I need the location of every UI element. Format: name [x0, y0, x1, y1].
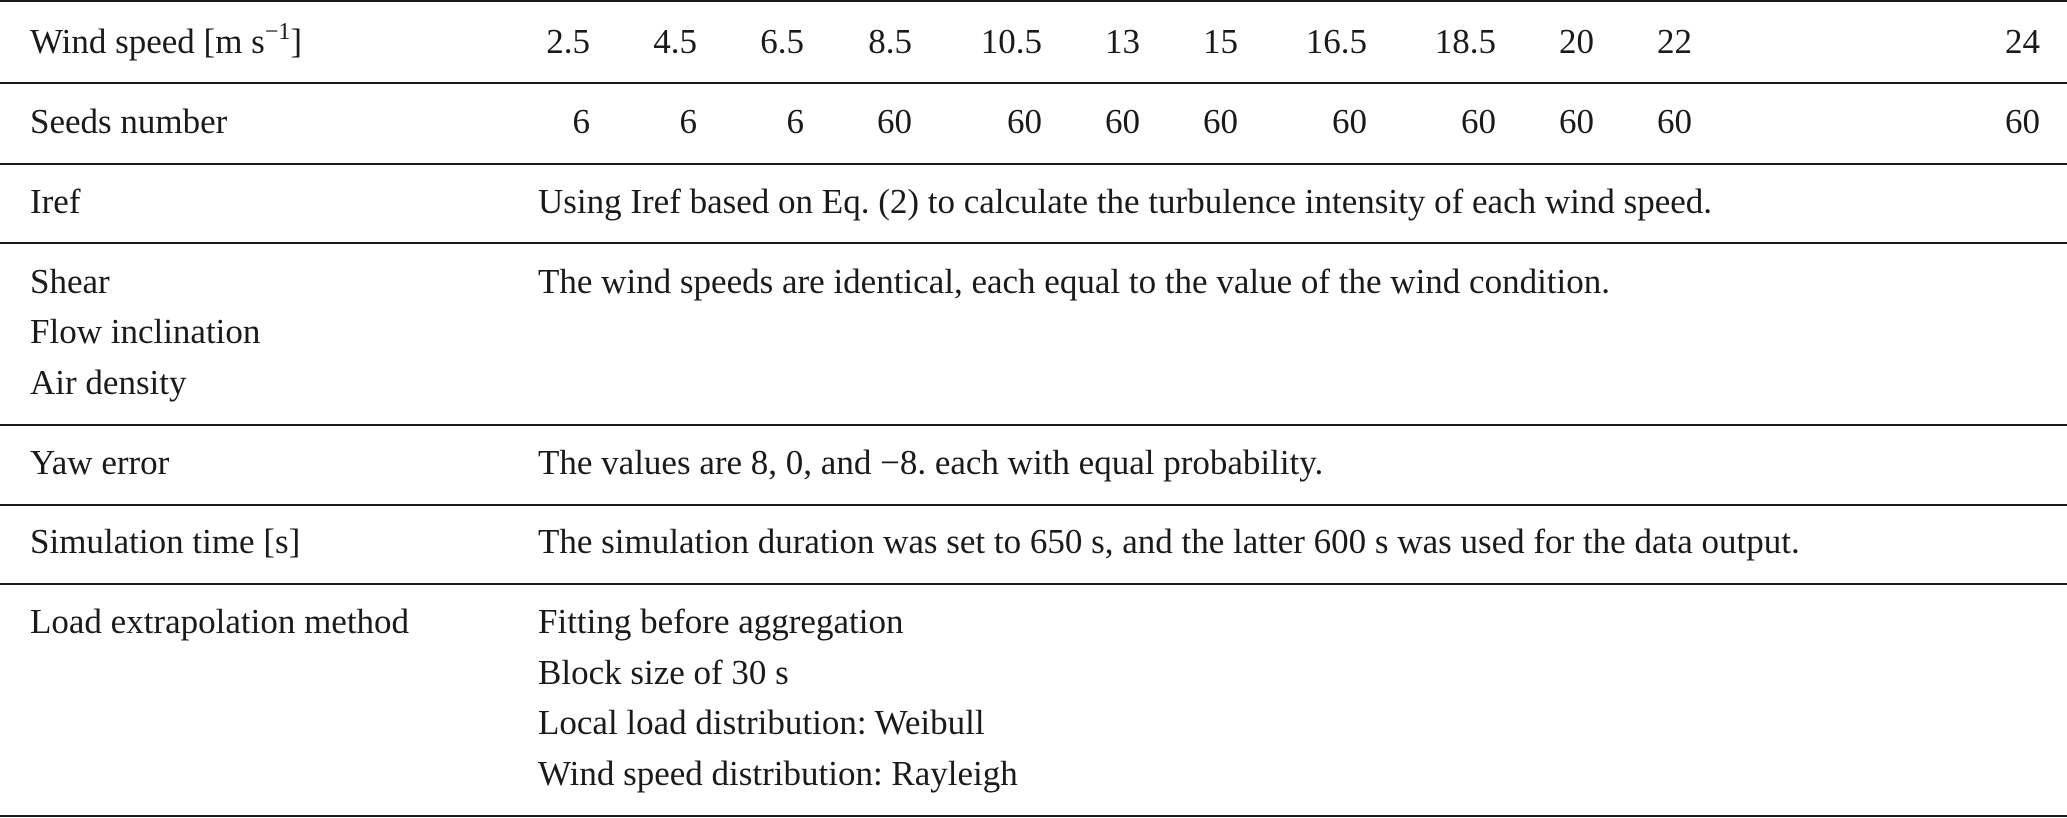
row-divider: [0, 163, 2067, 165]
wind-speed-value: 20: [1559, 22, 1594, 61]
extrapolation-line: Wind speed distribution: Rayleigh: [538, 754, 1018, 793]
row-divider: [0, 82, 2067, 84]
seeds-value: 6: [572, 102, 590, 141]
seeds-value: 60: [1461, 102, 1496, 141]
iref-description: Using Iref based on Eq. (2) to calculate the turbulence intensity of each wind speed.: [538, 182, 1713, 221]
wind-speed-value: 2.5: [546, 22, 590, 61]
wind-speed-value: 24: [2005, 22, 2040, 61]
seeds-value: 60: [1332, 102, 1367, 141]
yaw-error-description: The values are 8, 0, and −8. each with equal probability.: [538, 443, 1324, 482]
row-label-iref: Iref: [30, 182, 81, 221]
seeds-value: 60: [1559, 102, 1594, 141]
seeds-value: 60: [1203, 102, 1238, 141]
row-divider: [0, 424, 2067, 426]
wind-speed-value: 10.5: [980, 22, 1042, 61]
wind-speed-value: 16.5: [1305, 22, 1367, 61]
simulation-time-description: The simulation duration was set to 650 s, and the latter 600 s was used for the data output.: [538, 522, 1800, 561]
seeds-value: 60: [2005, 102, 2040, 141]
wind-speed-value: 13: [1105, 22, 1140, 61]
table-bottom-rule: [0, 815, 2067, 817]
seeds-value: 6: [679, 102, 697, 141]
row-label-flow-inclination: Flow inclination: [30, 312, 261, 351]
wind-speed-value: 6.5: [760, 22, 804, 61]
seeds-value: 60: [1007, 102, 1042, 141]
seeds-value: 60: [877, 102, 912, 141]
row-divider: [0, 504, 2067, 506]
seeds-value: 60: [1657, 102, 1692, 141]
row-label-load-extrapolation: Load extrapolation method: [30, 602, 410, 641]
wind-speed-value: 18.5: [1434, 22, 1496, 61]
wind-speed-value: 15: [1203, 22, 1238, 61]
extrapolation-line: Block size of 30 s: [538, 653, 789, 692]
row-label-air-density: Air density: [30, 363, 187, 402]
extrapolation-line: Local load distribution: Weibull: [538, 703, 985, 742]
seeds-value: 6: [786, 102, 804, 141]
seeds-value: 60: [1105, 102, 1140, 141]
row-label-seeds-number: Seeds number: [30, 102, 228, 141]
extrapolation-line: Fitting before aggregation: [538, 602, 904, 641]
wind-speed-value: 22: [1657, 22, 1692, 61]
row-divider: [0, 242, 2067, 244]
shear-group-description: The wind speeds are identical, each equal to the value of the wind condition.: [538, 262, 1610, 301]
row-divider: [0, 583, 2067, 585]
row-label-wind-speed: Wind speed [m $s^{-1}$]: [30, 19, 303, 61]
row-label-shear: Shear: [30, 262, 110, 301]
wind-speed-value: 4.5: [653, 22, 697, 61]
wind-speed-value: 8.5: [868, 22, 912, 61]
row-label-simulation-time: Simulation time [s]: [30, 522, 301, 561]
row-label-yaw-error: Yaw error: [30, 443, 170, 482]
table-top-rule: [0, 0, 2067, 2]
